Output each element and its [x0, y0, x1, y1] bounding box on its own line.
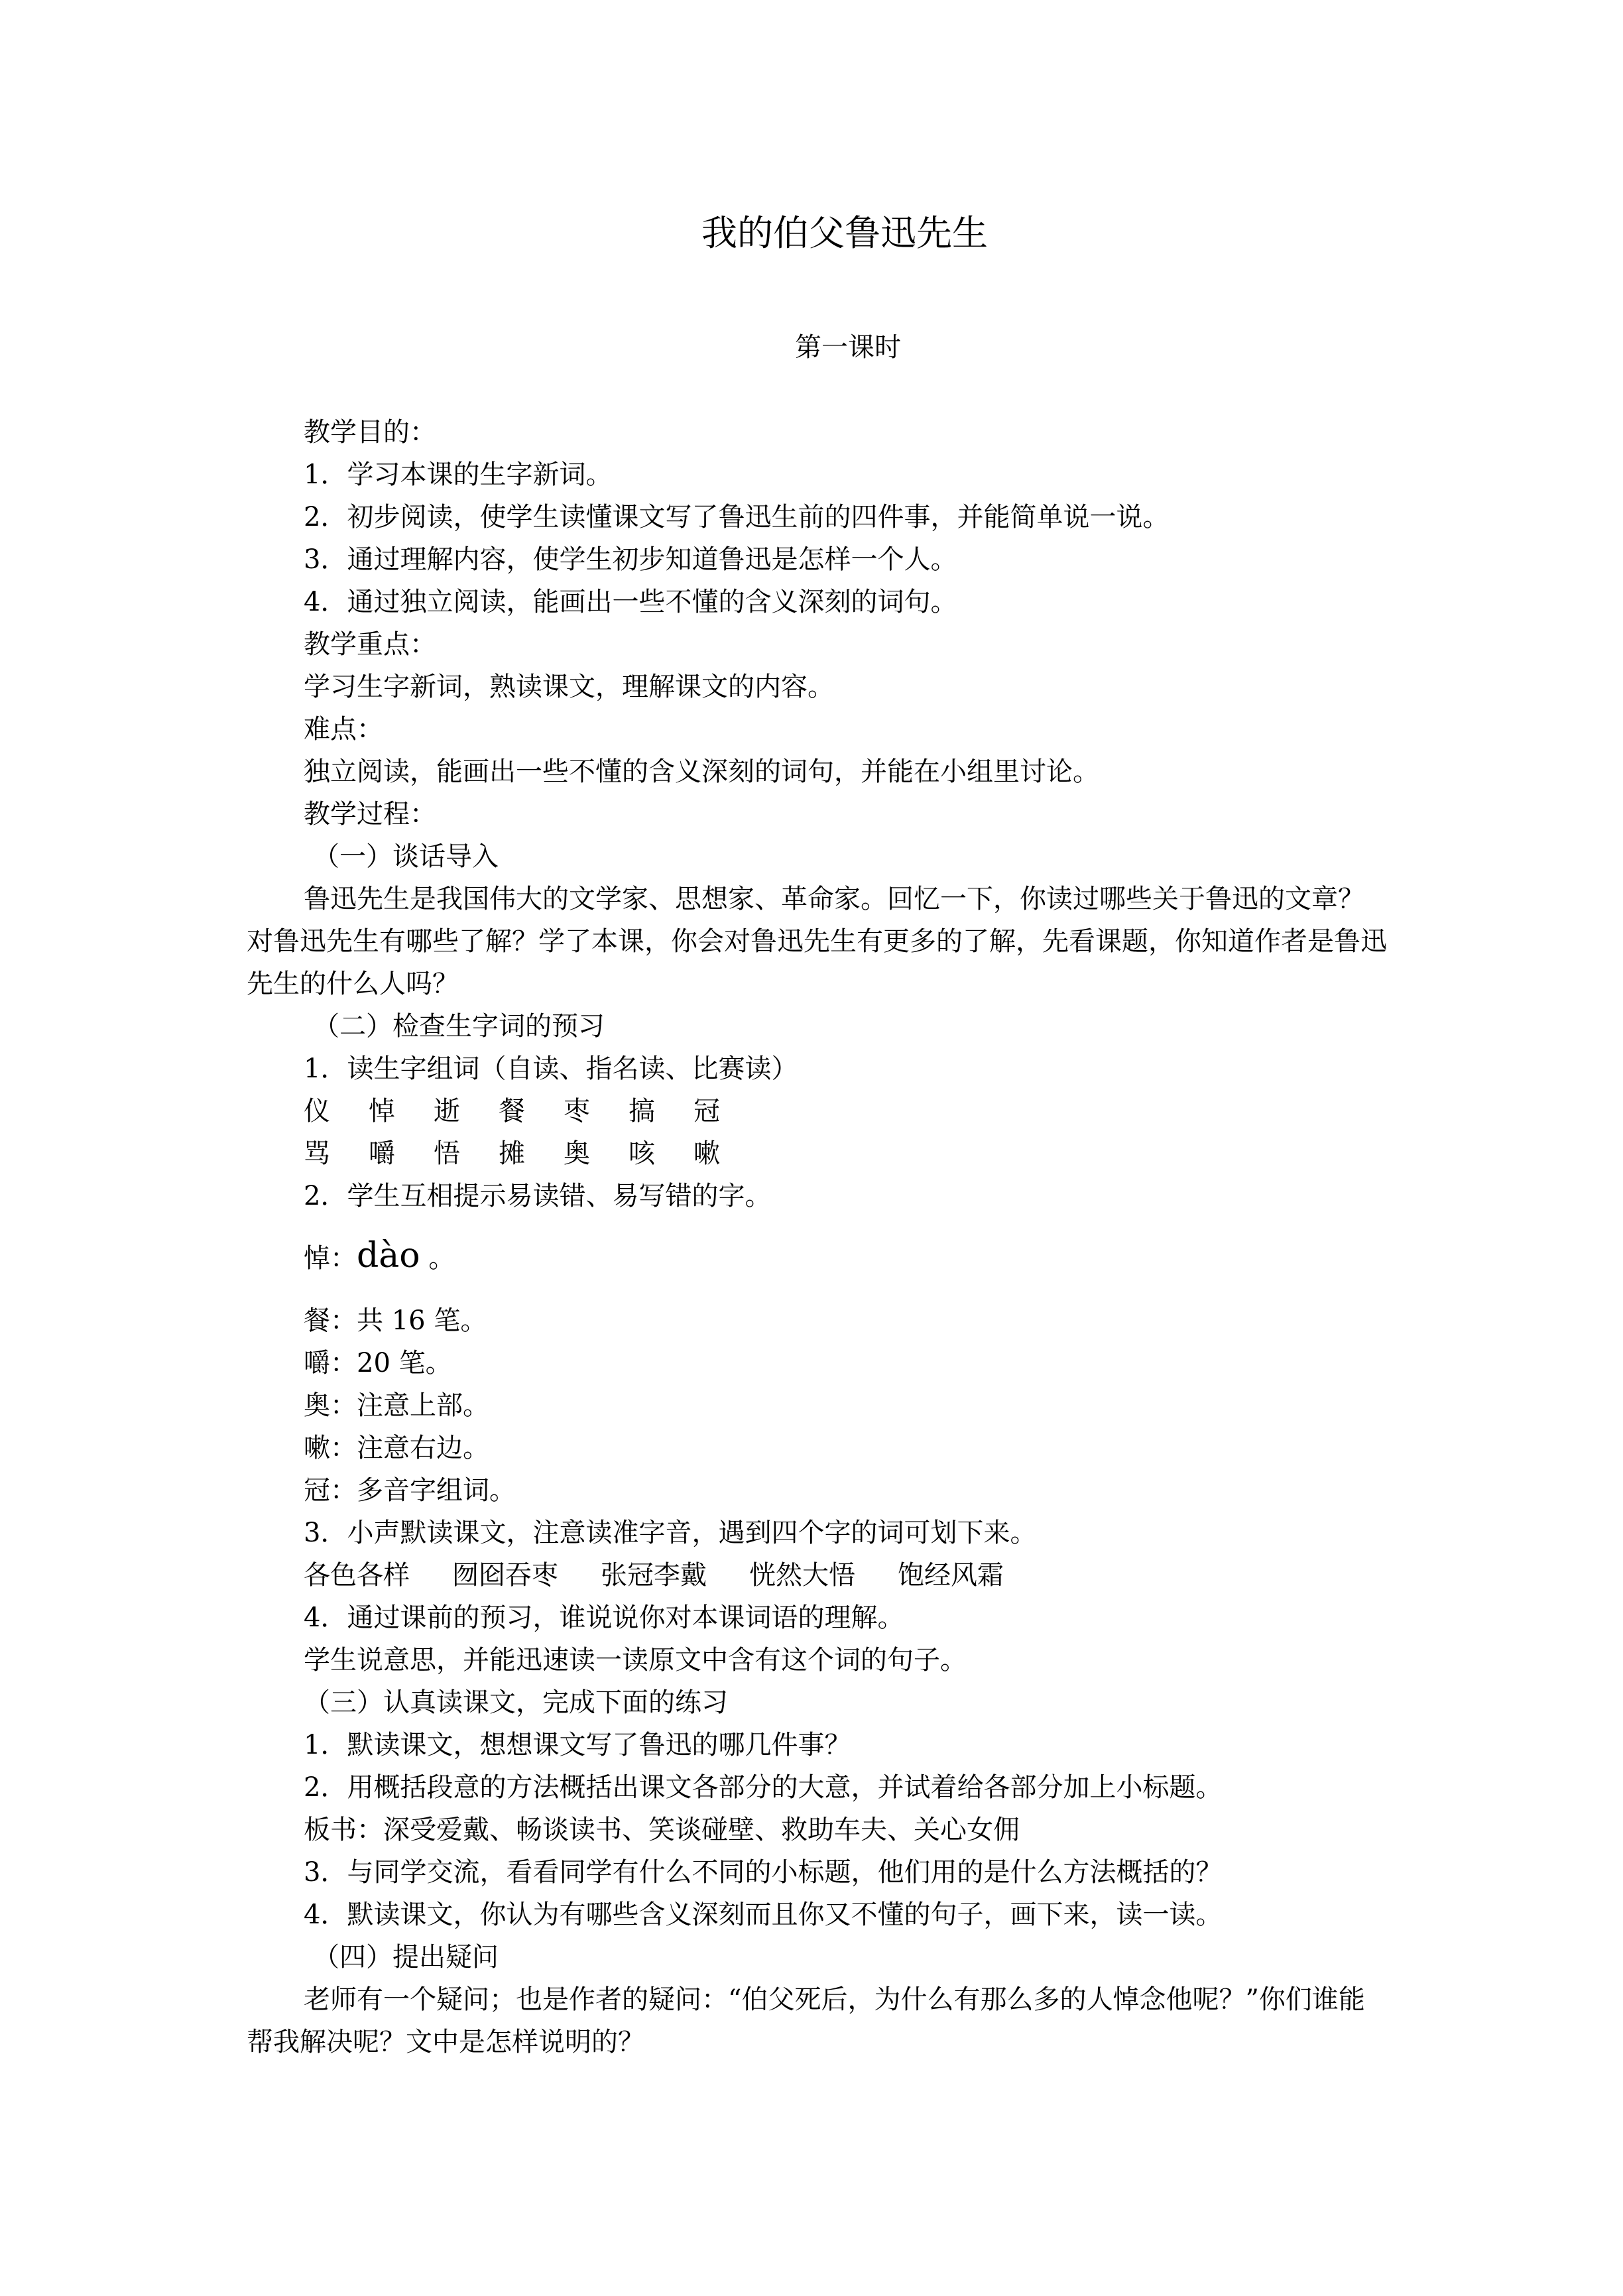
board-writing: 板书：深受爱戴、畅谈读书、笑谈碰壁、救助车夫、关心女佣 — [304, 1815, 1020, 1845]
objective-item: 4．通过独立阅读，能画出一些不懂的含义深刻的词句。 — [304, 587, 957, 617]
objective-item: 3．通过理解内容，使学生初步知道鲁迅是怎样一个人。 — [304, 544, 957, 575]
document-body — [247, 411, 1387, 2063]
key-heading: 教学重点： — [304, 629, 436, 660]
section-heading: （一）谈话导入 — [313, 841, 499, 872]
list-item: 2．用概括段意的方法概括出课文各部分的大意，并试着给各部分加上小标题。 — [304, 1772, 1223, 1803]
character-note: 嚼：20 笔。 — [304, 1348, 452, 1378]
idiom: 张冠李戴 — [601, 1560, 707, 1591]
characters-row-2 — [247, 1132, 1387, 1175]
idiom: 恍然大悟 — [749, 1560, 855, 1591]
list-item: 1．读生字组词（自读、指名读、比赛读） — [304, 1054, 798, 1084]
character: 骂 — [304, 1138, 330, 1169]
difficulty-heading: 难点： — [304, 714, 383, 745]
character: 枣 — [564, 1096, 590, 1126]
pinyin-note — [247, 1235, 1387, 1280]
character-note: 嗽：注意右边。 — [304, 1433, 489, 1463]
process-heading: 教学过程： — [304, 799, 436, 829]
character: 餐 — [499, 1096, 525, 1126]
objectives-heading: 教学目的： — [304, 417, 436, 448]
idiom: 各色各样 — [304, 1560, 410, 1591]
pinyin-text: dào — [357, 1236, 420, 1276]
character-note: 奥：注意上部。 — [304, 1390, 489, 1421]
character: 咳 — [629, 1138, 655, 1169]
character: 逝 — [434, 1096, 460, 1126]
page-title: 我的伯父鲁迅先生 — [701, 212, 988, 254]
list-item: 2．学生互相提示易读错、易写错的字。 — [304, 1181, 772, 1211]
character: 摊 — [499, 1138, 525, 1169]
characters-row-1 — [247, 1090, 1387, 1132]
section-paragraph: 老师有一个疑问；也是作者的疑问：“伯父死后，为什么有那么多的人悼念他呢？”你们谁能帮我解决呢？文中是怎样说明的？ — [247, 1984, 1365, 2057]
character: 悟 — [434, 1138, 460, 1169]
objective-item: 2．初步阅读，使学生读懂课文写了鲁迅生前的四件事，并能简单说一说。 — [304, 502, 1170, 532]
pinyin-prefix: 悼： — [304, 1243, 357, 1274]
character: 搞 — [629, 1096, 655, 1126]
idioms-row — [247, 1554, 1387, 1597]
section-heading: （二）检查生字词的预习 — [313, 1011, 605, 1042]
idiom: 囫囵吞枣 — [452, 1560, 558, 1591]
list-item-follow: 学生说意思，并能迅速读一读原文中含有这个词的句子。 — [304, 1645, 967, 1675]
section-heading: （三）认真读课文，完成下面的练习 — [304, 1687, 728, 1718]
list-item: 3．与同学交流，看看同学有什么不同的小标题，他们用的是什么方法概括的？ — [304, 1857, 1223, 1888]
character: 冠 — [693, 1096, 720, 1126]
difficulty-text: 独立阅读，能画出一些不懂的含义深刻的词句，并能在小组里讨论。 — [304, 756, 1099, 787]
list-item: 4．默读课文，你认为有哪些含义深刻而且你又不懂的句子，画下来，读一读。 — [304, 1900, 1223, 1930]
list-item: 1．默读课文，想想课文写了鲁迅的哪几件事？ — [304, 1730, 851, 1760]
pinyin-suffix: 。 — [420, 1243, 455, 1274]
section-heading: （四）提出疑问 — [313, 1942, 499, 1972]
character: 仪 — [304, 1096, 330, 1126]
idiom: 饱经风霜 — [898, 1560, 1004, 1591]
section-paragraph: 鲁迅先生是我国伟大的文学家、思想家、革命家。回忆一下，你读过哪些关于鲁迅的文章？对鲁迅先生有哪些了解？学了本课，你会对鲁迅先生有更多的了解，先看课题，你知道作者是鲁迅先生的什么人吗？ — [247, 884, 1387, 999]
lesson-subtitle: 第一课时 — [795, 332, 901, 363]
key-text: 学习生字新词，熟读课文，理解课文的内容。 — [304, 672, 834, 702]
objective-item: 1．学习本课的生字新词。 — [304, 459, 613, 490]
character: 嗽 — [693, 1138, 720, 1169]
character-note: 冠：多音字组词。 — [304, 1475, 516, 1506]
character: 嚼 — [369, 1138, 395, 1169]
character: 奥 — [564, 1138, 590, 1169]
list-item: 3．小声默读课文，注意读准字音，遇到四个字的词可划下来。 — [304, 1518, 1037, 1548]
character: 悼 — [369, 1096, 395, 1126]
list-item: 4．通过课前的预习，谁说说你对本课词语的理解。 — [304, 1602, 904, 1633]
character-note: 餐：共 16 笔。 — [304, 1305, 487, 1336]
